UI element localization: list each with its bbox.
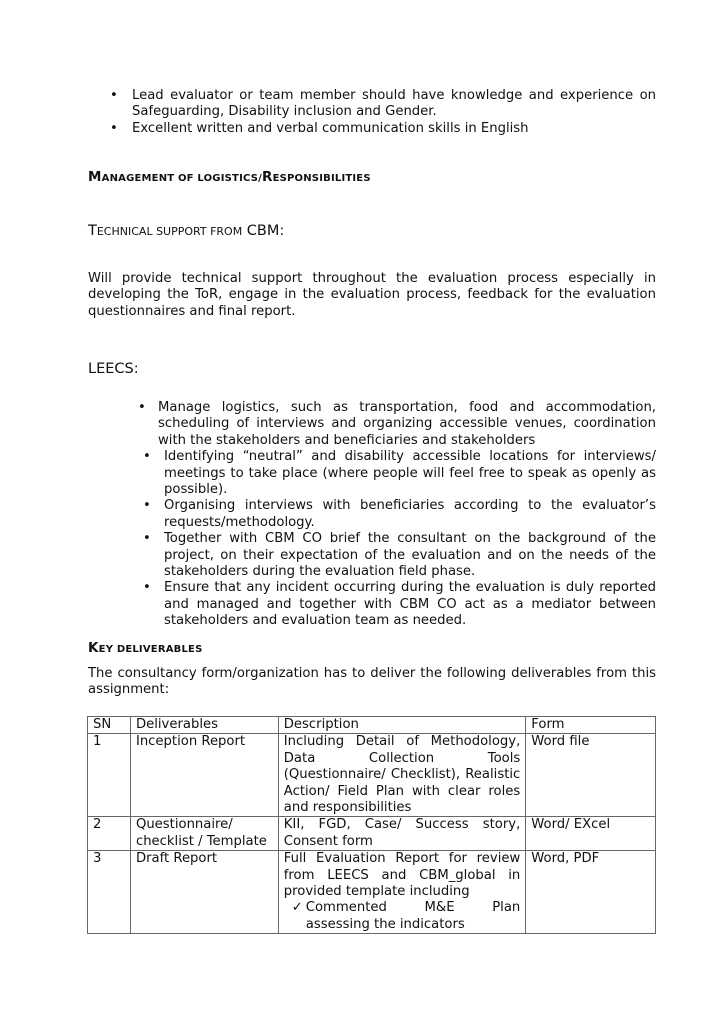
bullet-dot-icon: • (143, 498, 151, 514)
list-item (138, 580, 656, 629)
deliverables-table (87, 716, 656, 934)
bullet-dot-icon: • (138, 400, 146, 415)
table-header-row (88, 717, 656, 734)
list-item (138, 400, 656, 449)
cell-sn: 3 (88, 851, 131, 934)
cell-description: Including Detail of Methodology, Data Collection Tools (Questionnaire/ Checklist), Realistic Action/ Field Plan with clear roles and responsibilities (278, 734, 526, 817)
technical-support-paragraph: Will provide technical support throughout the evaluation process especially in developing the ToR, engage in the evaluation process, feedback for the evaluation questionnaires and final report. (88, 271, 656, 319)
list-item-text: Lead evaluator or team member should have knowledge and experience on Safeguarding, Disability inclusion and Gender. (132, 88, 656, 120)
cell-description-text: Full Evaluation Report for review from LEECS and CBM_global in provided template including (283, 851, 521, 900)
section-heading-key-deliverables: KEY DELIVERABLES (88, 640, 203, 656)
check-list-item-text: Commented M&E Plan assessing the indicators (305, 900, 521, 932)
table-row (88, 734, 656, 817)
qualification-list (110, 88, 656, 137)
list-item (138, 531, 656, 580)
leecs-responsibility-list (138, 400, 656, 630)
list-item-text: Identifying “neutral” and disability accessible locations for interviews/ meetings to take place (where people will feel free to speak as openly as possible). (164, 449, 656, 498)
cell-sn: 2 (88, 817, 131, 851)
bullet-dot-icon: • (110, 120, 118, 136)
list-item (110, 121, 656, 137)
cell-form: Word, PDF (526, 851, 656, 934)
bullet-dot-icon: • (110, 88, 118, 103)
list-item-text: Manage logistics, such as transportation, food and accommodation, scheduling of interviews and organizing accessible venues, coordination with the stakeholders and beneficiaries and stakeholders (158, 400, 656, 448)
list-item (110, 88, 656, 121)
subheading-technical-support: TECHNICAL SUPPORT FROM CBM: (88, 223, 285, 239)
check-list-item (284, 900, 521, 933)
deliverables-intro: The consultancy form/organization has to deliver the following deliverables from this assignment: (88, 666, 656, 698)
column-header-sn: SN (88, 717, 131, 734)
bullet-dot-icon: • (143, 449, 151, 465)
cell-form: Word/ EXcel (526, 817, 656, 851)
checkmark-icon: ✓ (291, 900, 303, 916)
list-item-text: Ensure that any incident occurring during the evaluation is duly reported and managed and together with CBM CO act as a mediator between stakeholders and evaluation team as needed. (164, 580, 656, 629)
column-header-form: Form (526, 717, 656, 734)
list-item (138, 498, 656, 531)
table-row (88, 817, 656, 851)
cell-sn: 1 (88, 734, 131, 817)
cell-deliverable: Inception Report (130, 734, 278, 817)
cell-description (278, 851, 526, 934)
bullet-dot-icon: • (143, 580, 151, 596)
cell-deliverable: Questionnaire/ checklist / Template (130, 817, 278, 851)
cell-description: KII, FGD, Case/ Success story, Consent form (278, 817, 526, 851)
list-item-text: Together with CBM CO brief the consultant on the background of the project, on their expectation of the evaluation and on the needs of the stakeholders during the evaluation field phase. (164, 531, 656, 580)
column-header-deliverables: Deliverables (130, 717, 278, 734)
subheading-leecs: LEECS: (88, 361, 139, 377)
list-item-text: Organising interviews with beneficiaries according to the evaluator’s requests/methodology. (164, 498, 656, 530)
list-item-text: Excellent written and verbal communication skills in English (132, 120, 529, 136)
column-header-description: Description (278, 717, 526, 734)
list-item (138, 449, 656, 498)
bullet-dot-icon: • (143, 531, 151, 547)
cell-form: Word file (526, 734, 656, 817)
cell-deliverable: Draft Report (130, 851, 278, 934)
section-heading-logistics: MANAGEMENT OF LOGISTICS/RESPONSIBILITIES (88, 169, 371, 185)
table-row (88, 851, 656, 934)
